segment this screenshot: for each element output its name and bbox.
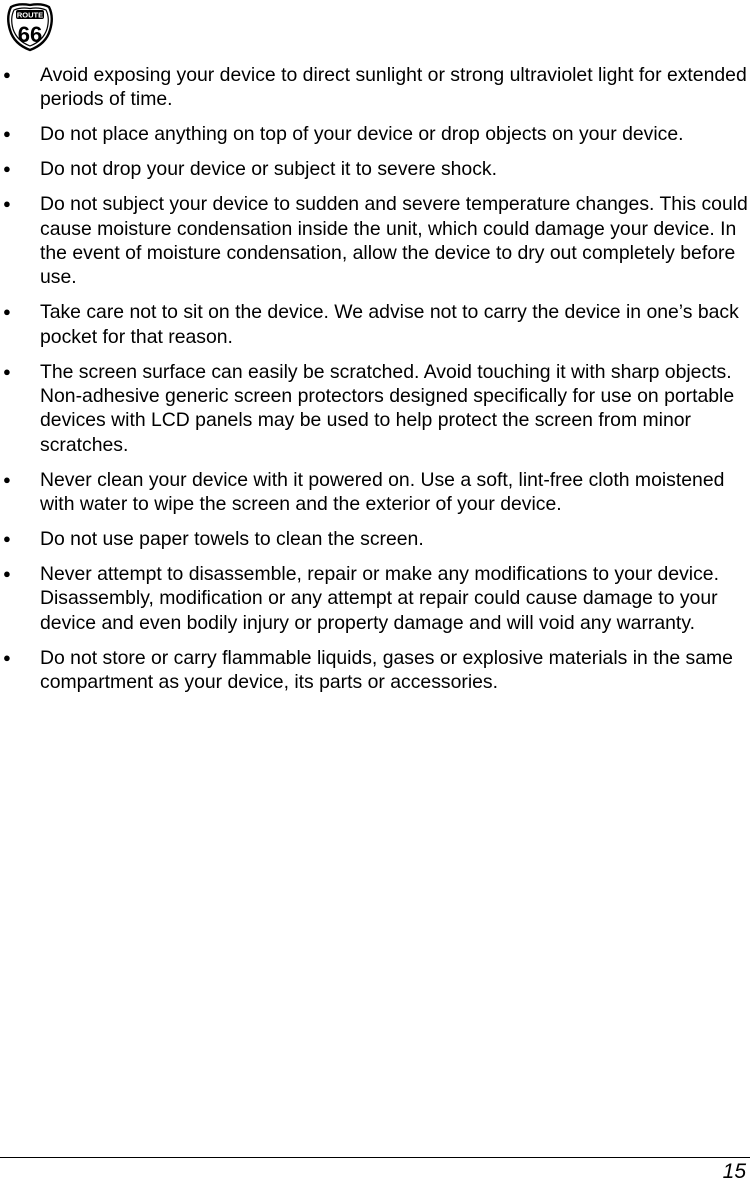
page-number: 15: [722, 1160, 746, 1183]
bullet-dot-icon: ●: [3, 67, 11, 82]
bullet-text: The screen surface can easily be scratched. Avoid touching it with sharp objects. Non-adhesive generic screen protectors designed specifically for use on portable devices with LCD panels may be used to help protect the screen from minor scratches.: [40, 360, 735, 456]
bullet-dot-icon: ●: [3, 363, 11, 379]
bullet-text: Never clean your device with it powered on. Use a soft, lint-free cloth moistened with water to wipe the screen and the exterior of your device.: [40, 468, 725, 516]
bullet-text: Do not use paper towels to clean the screen.: [40, 528, 424, 550]
bullet-item: [0, 63, 750, 112]
bullet-item: [0, 360, 750, 458]
bullet-dot-icon: ●: [3, 649, 11, 665]
bullet-item: [0, 192, 750, 290]
footer-divider: [0, 1157, 750, 1158]
bullet-item: [0, 468, 750, 517]
bullet-item: [0, 300, 750, 349]
bullet-item: [0, 527, 750, 551]
route-66-shield-icon: [4, 2, 56, 52]
logo-number-text: 66: [17, 22, 43, 47]
bullet-dot-icon: ●: [3, 565, 11, 581]
bullet-item: [0, 562, 750, 635]
bullet-dot-icon: ●: [3, 304, 11, 320]
safety-bullet-list: [0, 63, 750, 705]
bullet-dot-icon: ●: [3, 196, 11, 212]
bullet-dot-icon: ●: [3, 531, 11, 546]
bullet-item: [0, 157, 750, 181]
route-66-logo: [4, 2, 56, 52]
bullet-text: Do not drop your device or subject it to severe shock.: [40, 158, 497, 181]
logo-route-text: ROUTE: [16, 10, 44, 20]
bullet-dot-icon: ●: [3, 126, 11, 142]
bullet-text: Do not subject your device to sudden and severe temperature changes. This could cause moisture condensation inside the unit, which could damage your device. In the event of moisture condensation, allow the device to dry out completely before use.: [40, 193, 748, 289]
bullet-dot-icon: ●: [3, 471, 11, 487]
bullet-text: Take care not to sit on the device. We advise not to carry the device in one’s back pocket for that reason.: [40, 301, 739, 348]
bullet-text: Avoid exposing your device to direct sunlight or strong ultraviolet light for extended periods of time.: [40, 64, 747, 111]
bullet-text: Never attempt to disassemble, repair or make any modifications to your device. Disassembly, modification or any attempt at repair could cause damage to your device and even bodily injury or property damage and will void any warranty.: [40, 562, 719, 634]
bullet-item: [0, 122, 750, 146]
bullet-item: [0, 646, 750, 695]
bullet-text: Do not place anything on top of your device or drop objects on your device.: [40, 123, 684, 146]
bullet-dot-icon: ●: [3, 161, 11, 177]
bullet-text: Do not store or carry flammable liquids, gases or explosive materials in the same compartment as your device, its parts or accessories.: [40, 646, 733, 694]
